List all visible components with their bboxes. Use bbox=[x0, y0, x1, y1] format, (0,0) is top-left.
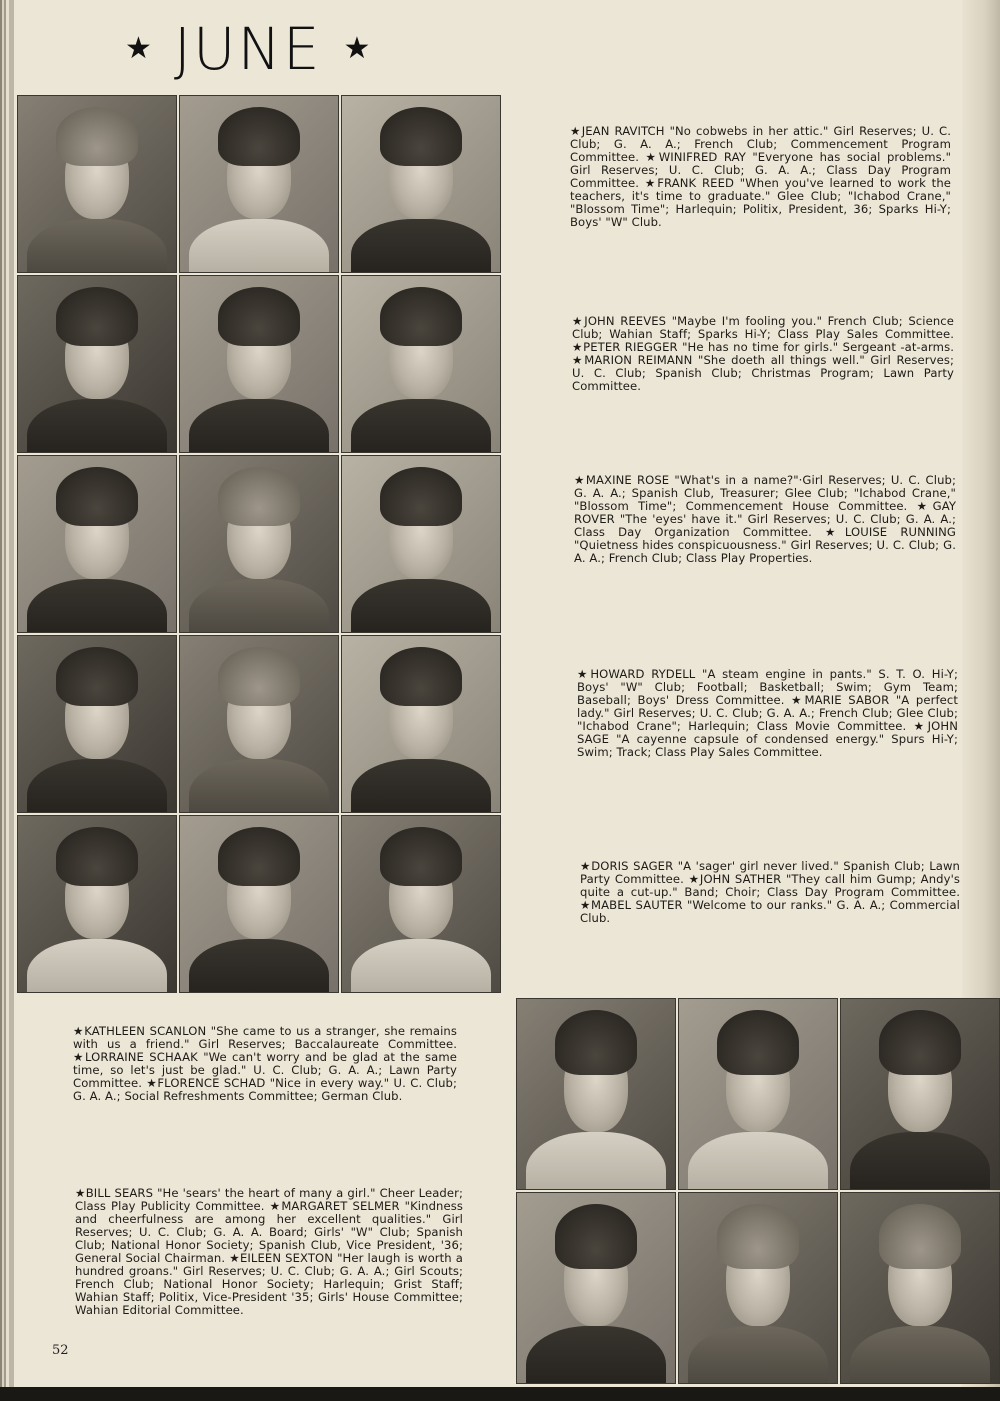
page-number: 52 bbox=[52, 1343, 69, 1358]
student-portrait bbox=[341, 815, 501, 993]
student-activities: "She doeth all things well." Girl Reserves; U. C. Club; Spanish Club; Christmas Program; Lawn Party Committee. bbox=[572, 353, 954, 393]
student-portrait bbox=[341, 455, 501, 633]
student-portrait bbox=[678, 998, 838, 1190]
student-activities: "When you've learned to work the teachers, it's time to graduate." Glee Club; "Ichabod Crane," "Blossom Time"; Harlequin; Politix, President, 36; Sparks Hi-Y; Boys' "W" Club. bbox=[570, 176, 952, 229]
student-activities: "What's in a name?"·Girl Reserves; U. C. Club; G. A. A.; Spanish Club, Treasurer; Glee Club; "Ichabod Crane," "Blossom Time"; Commencement House Committee. bbox=[574, 473, 956, 513]
student-activities: "Quietness hides conspicuousness." Girl Reserves; U. C. Club; G. A. A.; French Club; Class Play Properties. bbox=[574, 538, 956, 565]
student-name: ★GAY ROVER bbox=[574, 499, 957, 526]
bio-block bbox=[75, 1187, 463, 1317]
page-edge bbox=[962, 0, 1000, 1401]
student-name: ★BILL SEARS bbox=[75, 1186, 154, 1200]
student-name: ★JEAN RAVITCH bbox=[570, 124, 665, 138]
student-name: ★KATHLEEN SCANLON bbox=[73, 1024, 207, 1038]
student-name: ★JOHN REEVES bbox=[572, 314, 667, 328]
student-name: ★FRANK REED bbox=[644, 176, 735, 190]
student-activities: "A perfect lady." Girl Reserves; U. C. Club; G. A. A.; French Club; Glee Club; "Ichabod Crane"; Harlequin; Class Movie Committee. bbox=[577, 693, 958, 733]
student-portrait bbox=[516, 1192, 676, 1384]
student-portrait bbox=[179, 275, 339, 453]
page-binding bbox=[0, 0, 14, 1401]
student-portrait bbox=[179, 815, 339, 993]
student-name: ★MAXINE ROSE bbox=[574, 473, 670, 487]
student-portrait bbox=[516, 998, 676, 1190]
student-name: ★MABEL SAUTER bbox=[580, 898, 683, 912]
student-activities: "A 'sager' girl never lived." Spanish Club; Lawn Party Committee. bbox=[580, 859, 960, 886]
student-portrait bbox=[341, 635, 501, 813]
student-portrait bbox=[840, 1192, 1000, 1384]
student-activities: "Everyone has social problems." Girl Reserves; U. C. Club; G. A. A.; Class Day Program Committee. bbox=[570, 150, 952, 190]
student-portrait bbox=[341, 275, 501, 453]
page-title-text: JUNE bbox=[173, 15, 322, 83]
student-name: ★JOHN SATHER bbox=[688, 872, 782, 886]
student-activities: "Nice in every way." U. C. Club; G. A. A.; Social Refreshments Committee; German Club. bbox=[73, 1076, 457, 1103]
student-portrait bbox=[17, 455, 177, 633]
student-portrait bbox=[17, 815, 177, 993]
student-portrait bbox=[678, 1192, 838, 1384]
student-activities: "Welcome to our ranks." G. A. A.; Commercial Club. bbox=[580, 898, 960, 925]
student-activities: "The 'eyes' have it." Girl Reserves; U. C. Club; G. A. A.; Class Day Organization Committee. bbox=[574, 512, 956, 539]
student-name: ★HOWARD RYDELL bbox=[577, 667, 696, 681]
student-portrait bbox=[341, 95, 501, 273]
student-name: ★MARGARET SELMER bbox=[269, 1199, 400, 1213]
student-portrait bbox=[840, 998, 1000, 1190]
bio-block bbox=[73, 1025, 457, 1103]
student-name: ★DORIS SAGER bbox=[580, 859, 674, 873]
page-title bbox=[125, 14, 425, 84]
student-activities: "He has no time for girls." Sergeant -at-arms. bbox=[677, 340, 954, 354]
student-portrait bbox=[179, 455, 339, 633]
student-name: ★JOHN SAGE bbox=[577, 719, 958, 746]
page-bottom-edge bbox=[0, 1387, 1000, 1401]
star-icon: ★ bbox=[125, 31, 152, 66]
student-portrait bbox=[17, 95, 177, 273]
student-activities: "Maybe I'm fooling you." French Club; Science Club; Wahian Staff; Sparks Hi-Y; Class Play Sales Committee. bbox=[572, 314, 954, 341]
student-portrait bbox=[179, 95, 339, 273]
student-name: ★MARION REIMANN bbox=[572, 353, 693, 367]
student-activities: "A cayenne capsule of condensed energy." Spurs Hi-Y; Swim; Track; Class Play Sales Committee. bbox=[577, 732, 958, 759]
student-activities: "We can't worry and be glad at the same time, so let's just be glad." U. C. Club; G. A. A.; Lawn Party Committee. bbox=[73, 1050, 457, 1090]
student-name: ★WINIFRED RAY bbox=[645, 150, 746, 164]
bio-block bbox=[574, 474, 956, 565]
student-name: ★FLORENCE SCHAD bbox=[146, 1076, 266, 1090]
student-name: ★PETER RIEGGER bbox=[572, 340, 678, 354]
student-name: ★EILEEN SEXTON bbox=[229, 1251, 334, 1265]
student-portrait bbox=[17, 635, 177, 813]
bio-block bbox=[570, 125, 951, 229]
student-portrait bbox=[17, 275, 177, 453]
student-activities: "She came to us a stranger, she remains with us a friend." Girl Reserves; Baccalaureate Committee. bbox=[73, 1024, 457, 1051]
student-name: ★MARIE SABOR bbox=[791, 693, 890, 707]
student-name: ★LOUISE RUNNING bbox=[825, 525, 956, 539]
student-activities: "No cobwebs in her attic." Girl Reserves; U. C. Club; G. A. A.; French Club; Commencement Program Committee. bbox=[570, 124, 951, 164]
student-activities: "Her laugh is worth a hundred groans." Girl Reserves; U. C. Club; G. A. A.; Girl Scouts; French Club; National Honor Society; Harlequin; Grist Staff; Wahian Staff; Politix, Vice-President '35; Girls' House Committee; Wahian Editorial Committee. bbox=[75, 1251, 463, 1317]
student-activities: "A steam engine in pants." S. T. O. Hi-Y; Boys' "W" Club; Football; Basketball; Swim; Gym Team; Baseball; Boys' Dress Committee. bbox=[577, 667, 958, 707]
student-activities: "Kindness and cheerfulness are among her excellent qualities." Girl Reserves; U. C. Club; G. A. A. Board; Girls' "W" Club; Spanish Club; National Honor Society; Spanish Club, Vice President, '36; General Social Chairman. bbox=[75, 1199, 463, 1265]
student-name: ★LORRAINE SCHAAK bbox=[73, 1050, 198, 1064]
student-portrait bbox=[179, 635, 339, 813]
bio-block bbox=[580, 860, 960, 925]
bio-block bbox=[577, 668, 958, 759]
star-icon: ★ bbox=[343, 31, 371, 66]
bio-block bbox=[572, 315, 954, 393]
student-activities: "They call him Gump; Andy's quite a cut-up." Band; Choir; Class Day Program Committee. bbox=[580, 872, 960, 899]
student-activities: "He 'sears' the heart of many a girl." Cheer Leader; Class Play Publicity Committee. bbox=[75, 1186, 463, 1213]
